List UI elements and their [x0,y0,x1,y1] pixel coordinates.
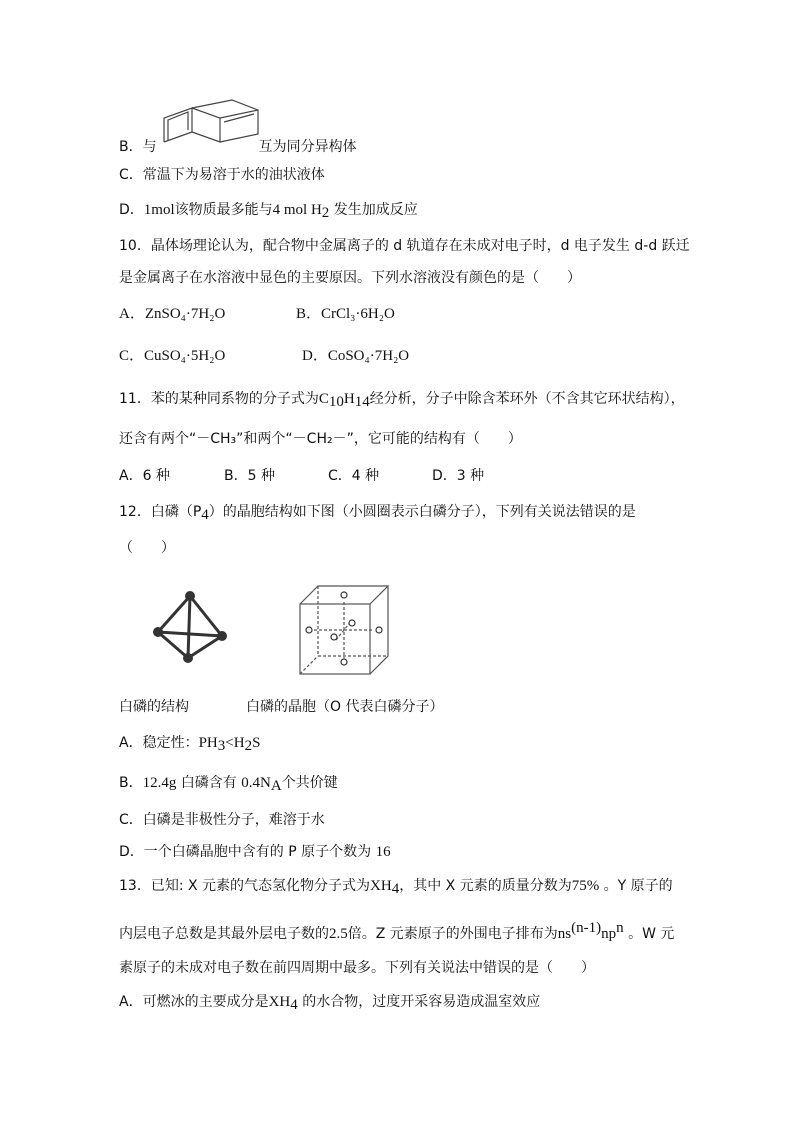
q13-stem-line1: 13．已知: X 元素的气态氢化物分子式为$XH_4$，其中 X 元素的质量分数为75% 。Y 原子的 [119,878,673,897]
q13-stem-line2: 内层电子总数是其最外层电子数的2.5倍。Z 元素原子的外围电子排布为$ns^{(n-1)}np^n$ 。W 元 [119,920,675,942]
white-phosphorus-structure-figure [150,588,240,668]
q11-option-b: B．5 种 [224,468,275,484]
q12-stem-line1: 12．白磷$(P_4)$的晶胞结构如下图（小圆圈表示白磷分子），下列有关说法错误的是 [119,504,636,523]
q12-figure-caption-unit-cell: 白磷的晶胞（O 代表白磷分子） [246,699,444,715]
q9-option-d: D．1mol该物质最多能与4 mol $H_2$ 发生加成反应 [119,202,418,221]
q12-option-a: A．稳定性：$PH_3<H_2S$ [119,735,261,754]
q12-option-d: D．一个白磷晶胞中含有的 P 原子个数为 16 [119,844,391,860]
q12-option-c: C．白磷是非极性分子，难溶于水 [119,812,325,828]
q11-stem-line1: 11．苯的某种同系物的分子式为$C_{10}H_{14}$经分析，分子中除含苯环外（不含其它环状结构）， [119,391,685,410]
q9-option-c: C．常温下为易溶于水的油状液体 [119,167,325,183]
q12-stem-line2: （ ） [119,540,175,556]
q11-option-c: C．4 种 [328,468,380,484]
q11-stem-line2: 还含有两个“－CH₃”和两个“－CH₂－”，它可能的结构有（ ） [119,431,522,447]
q10-option-b: B．CrCl₃·6H₂O [296,306,395,322]
q9-option-b: B．与 互为同分异构体 [119,139,357,155]
q10-option-c: C．CuSO₄·5H₂O [119,348,226,364]
q10-option-d: D．CoSO₄·7H₂O [302,348,410,364]
q11-option-d: D．3 种 [432,468,485,484]
q12-option-b: B．12.4g 白磷含有 $0.4N_A$个共价键 [119,775,338,794]
q13-option-a: A．可燃冰的主要成分是$XH_4$ 的水合物，过度开采容易造成温室效应 [119,994,541,1013]
q10-stem-line1: 10．晶体场理论认为，配合物中金属离子的 d 轨道存在未成对电子时，d 电子发生 d-d 跃迁 [119,238,690,254]
q12-figure-caption-structure: 白磷的结构 [119,699,189,715]
q11-option-a: A．6 种 [119,468,170,484]
q10-stem-line2: 是金属离子在水溶液中显色的主要原因。下列水溶液没有颜色的是（ ） [119,270,581,286]
q10-option-a: A．ZnSO₄·7H₂O [119,306,226,322]
white-phosphorus-unit-cell-figure [296,582,392,678]
q13-stem-line3: 素原子的未成对电子数在前四周期中最多。下列有关说法中错误的是（ ） [119,960,595,976]
